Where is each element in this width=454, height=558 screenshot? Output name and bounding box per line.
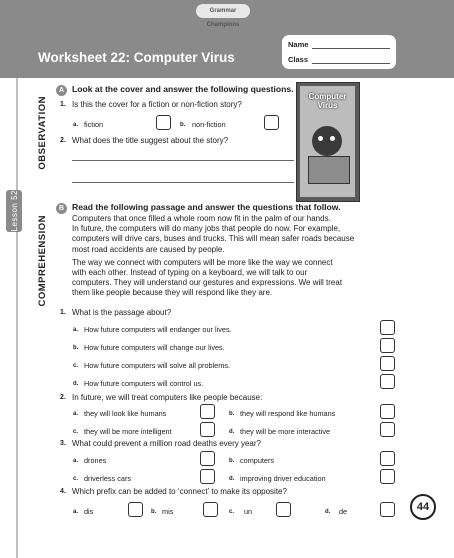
class-field[interactable] (312, 63, 390, 64)
section-a-instruction: Look at the cover and answer the following questions. (72, 84, 294, 94)
boy-face-illustration (312, 126, 342, 156)
q-b1-text: What is the passage about? (72, 308, 172, 317)
checkbox-q4-c[interactable] (276, 502, 291, 517)
checkbox-q3-c[interactable] (200, 469, 215, 484)
laptop-illustration (308, 156, 350, 184)
checkbox-q1-a[interactable] (380, 320, 395, 335)
checkbox-non-fiction[interactable] (264, 115, 279, 130)
q-a1-text: Is this the cover for a fiction or non-fiction story? (72, 100, 242, 109)
checkbox-q2-c[interactable] (200, 422, 215, 437)
checkbox-q1-b[interactable] (380, 338, 395, 353)
page-number: 44 (410, 494, 436, 520)
q-b2-text: In future, we will treat computers like people because: (72, 393, 263, 402)
checkbox-q4-a[interactable] (128, 502, 143, 517)
checkbox-q4-b[interactable] (203, 502, 218, 517)
checkbox-q3-b[interactable] (380, 451, 395, 466)
name-field[interactable] (312, 48, 390, 49)
checkbox-q1-c[interactable] (380, 356, 395, 371)
answer-line[interactable] (72, 160, 294, 161)
margin-line (16, 78, 18, 558)
checkbox-fiction[interactable] (156, 115, 171, 130)
answer-line[interactable] (72, 182, 294, 183)
comprehension-label: COMPREHENSION (37, 215, 48, 307)
name-class-box (282, 35, 396, 69)
checkbox-q1-d[interactable] (380, 374, 395, 389)
checkbox-q2-b[interactable] (380, 404, 395, 419)
book-title: Computer Virus (308, 92, 347, 110)
q-b3-text: What could prevent a million road deaths every year? (72, 439, 261, 448)
section-b-badge: B (56, 203, 67, 214)
q-b4-text: Which prefix can be added to ‘connect’ to make its opposite? (72, 487, 287, 496)
reading-passage: Computers that once filled a whole room now fit in the palm of our hands. In future, the computers will do many jobs that people do now. For example, computers will drive cars, buses and trucks. This will mean safer roads because most road accidents are caused by people. The way we connect with computers will be more like the way we connect with each other. Instead of typing on a keyboard, we will talk to our computers. They will understand our gestures and expressions. We will treat them like people because they will respond like they are. (72, 214, 355, 298)
section-b-instruction: Read the following passage and answer the questions that follow. (72, 202, 341, 212)
name-label: Name (288, 40, 309, 49)
lesson-tab: Lesson 52 (6, 190, 22, 232)
eye-icon (330, 136, 335, 141)
checkbox-q3-a[interactable] (200, 451, 215, 466)
checkbox-q2-a[interactable] (200, 404, 215, 419)
worksheet-title: Worksheet 22: Computer Virus (38, 50, 235, 65)
option-non-fiction: non-fiction (192, 120, 226, 129)
observation-label: OBSERVATION (37, 96, 48, 170)
brand-logo: Grammar Champions (196, 4, 250, 18)
q-a2-text: What does the title suggest about the story? (72, 136, 229, 145)
q-a2-number: 2. (60, 137, 66, 144)
checkbox-q4-d[interactable] (380, 502, 395, 517)
book-cover-image (296, 82, 360, 202)
section-a-badge: A (56, 85, 67, 96)
q-a1-number: 1. (60, 101, 66, 108)
class-label: Class (288, 55, 309, 64)
option-fiction: fiction (84, 120, 104, 129)
checkbox-q2-d[interactable] (380, 422, 395, 437)
eye-icon (318, 136, 323, 141)
checkbox-q3-d[interactable] (380, 469, 395, 484)
